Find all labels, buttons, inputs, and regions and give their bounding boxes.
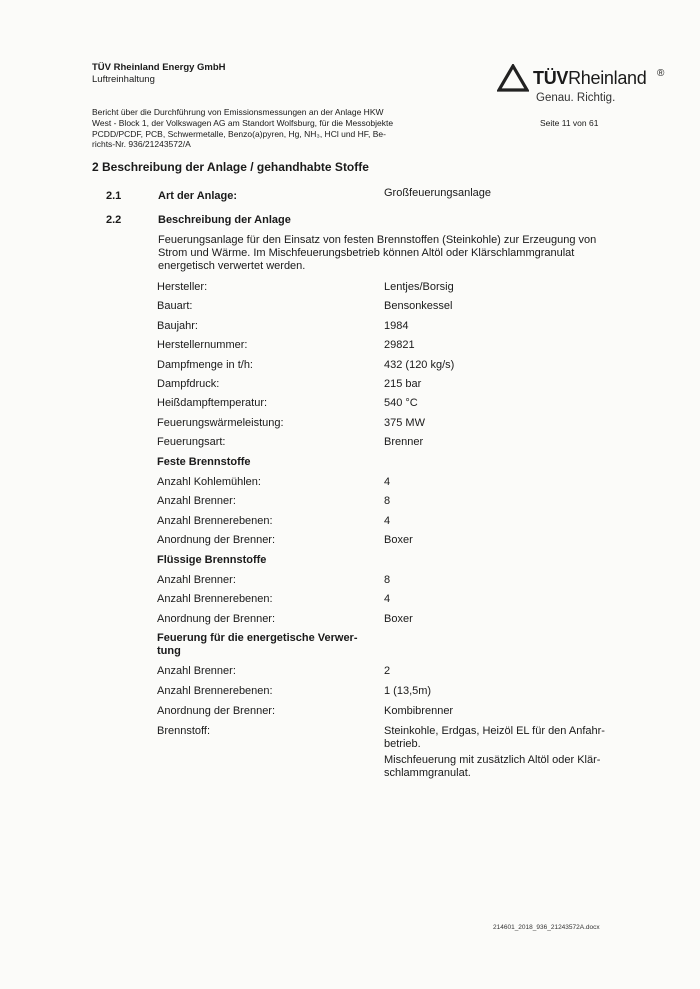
row-value: 29821 — [384, 339, 415, 351]
row-key: Brennstoff: — [157, 725, 210, 737]
data-row — [0, 397, 700, 413]
department: Luftreinhaltung — [92, 74, 155, 85]
row-value: 375 MW — [384, 417, 425, 429]
data-row — [0, 613, 700, 629]
heading-line: tung — [157, 645, 181, 657]
row-value: 4 — [384, 593, 391, 605]
data-row — [0, 339, 700, 355]
data-row — [0, 300, 700, 316]
data-row — [0, 281, 700, 297]
plant-description: Feuerungsanlage für den Einsatz von festen Brennstoffen (Steinkohle) zur Erzeugung von Strom und Wärme. Im Mischfeuerungsbetrieb können Altöl oder Klärschlammgranulat energetisch verwertet werden. — [158, 234, 597, 272]
row-value: Brenner — [384, 436, 424, 448]
solid-fuels-heading: Feste Brennstoffe — [157, 456, 251, 468]
row-key: Anzahl Brennerebenen: — [157, 515, 273, 527]
subsection-label: Art der Anlage: — [158, 190, 238, 202]
data-row — [0, 320, 700, 336]
row-key: Herstellernummer: — [157, 339, 248, 351]
company-name: TÜV Rheinland Energy GmbH — [92, 62, 226, 73]
logo-brand-light: Rheinland — [568, 68, 647, 88]
data-row — [0, 417, 700, 433]
row-value: 215 bar — [384, 378, 422, 390]
row-key: Anzahl Kohlemühlen: — [157, 476, 261, 488]
row-key: Bauart: — [157, 300, 193, 312]
row-key: Dampfdruck: — [157, 378, 220, 390]
row-key: Feuerungswärmeleistung: — [157, 417, 284, 429]
data-row — [0, 476, 700, 492]
logo-brand-bold: TÜV — [533, 68, 569, 88]
row-value: 432 (120 kg/s) — [384, 359, 455, 371]
row-value: 8 — [384, 574, 391, 586]
row-key: Anzahl Brennerebenen: — [157, 685, 273, 697]
registered-mark: ® — [657, 68, 665, 79]
fuel-line: schlammgranulat. — [384, 766, 471, 779]
liquid-fuels-heading: Flüssige Brennstoffe — [157, 554, 267, 566]
row-key: Feuerungsart: — [157, 436, 226, 448]
row-key: Anzahl Brenner: — [157, 665, 236, 677]
row-value: 540 °C — [384, 397, 418, 409]
data-row — [0, 665, 700, 681]
fuel-line: betrieb. — [384, 737, 421, 750]
row-value: 8 — [384, 495, 391, 507]
tuv-triangle-icon — [497, 64, 529, 92]
fuel-description — [384, 725, 624, 779]
data-row — [0, 534, 700, 550]
row-key: Anzahl Brenner: — [157, 574, 236, 586]
data-row — [0, 378, 700, 394]
row-key: Baujahr: — [157, 320, 198, 332]
report-line: PCDD/PCDF, PCB, Schwermetalle, Benzo(a)pyren, Hg, NH₃, HCl und HF, Be- — [92, 128, 386, 139]
data-row — [0, 495, 700, 511]
report-line: Bericht über die Durchführung von Emissionsmessungen an der Anlage HKW — [92, 107, 384, 117]
row-value: Kombibrenner — [384, 705, 454, 717]
subsection-value: Großfeuerungsanlage — [384, 187, 492, 199]
row-key: Hersteller: — [157, 281, 208, 293]
subsection-number: 2.1 — [106, 190, 122, 202]
row-value: 4 — [384, 476, 391, 488]
data-row — [0, 436, 700, 452]
row-value: Boxer — [384, 613, 413, 625]
row-value: 1 (13,5m) — [384, 685, 432, 697]
row-key: Dampfmenge in t/h: — [157, 359, 253, 371]
subsection-label: Beschreibung der Anlage — [158, 214, 291, 226]
row-value: Boxer — [384, 534, 413, 546]
row-key: Anordnung der Brenner: — [157, 705, 276, 717]
row-key: Heißdampftemperatur: — [157, 397, 268, 409]
row-value: 1984 — [384, 320, 409, 332]
row-value: Bensonkessel — [384, 300, 453, 312]
fuel-line: Mischfeuerung mit zusätzlich Altöl oder Klär- — [384, 754, 601, 766]
row-key: Anzahl Brennerebenen: — [157, 593, 273, 605]
row-value: Lentjes/Borsig — [384, 281, 454, 293]
data-row — [0, 515, 700, 531]
report-line: richts-Nr. 936/21243572/A — [92, 139, 191, 150]
row-key: Anordnung der Brenner: — [157, 613, 276, 625]
logo-brand — [533, 68, 646, 89]
row-key: Anzahl Brenner: — [157, 495, 236, 507]
row-value: 4 — [384, 515, 391, 527]
fuel-line: Steinkohle, Erdgas, Heizöl EL für den Anfahr- — [384, 725, 605, 737]
data-row — [0, 705, 700, 721]
footer-filename: 214601_2018_936_21243572A.docx — [493, 924, 600, 931]
data-row — [0, 359, 700, 375]
tuv-logo — [497, 62, 672, 112]
energy-recovery-heading — [157, 632, 377, 658]
section-title: 2 Beschreibung der Anlage / gehandhabte Stoffe — [92, 160, 369, 174]
heading-line: Feuerung für die energetische Verwer- — [157, 632, 358, 644]
subsection-number: 2.2 — [106, 214, 122, 226]
row-key: Anordnung der Brenner: — [157, 534, 276, 546]
data-row — [0, 593, 700, 609]
data-row — [0, 685, 700, 701]
logo-tagline: Genau. Richtig. — [536, 92, 616, 104]
page-number: Seite 11 von 61 — [540, 118, 599, 128]
report-description — [92, 107, 432, 150]
data-row — [0, 574, 700, 590]
report-line: West - Block 1, der Volkswagen AG am Standort Wolfsburg, für die Messobjekte — [92, 117, 394, 128]
row-value: 2 — [384, 665, 391, 677]
